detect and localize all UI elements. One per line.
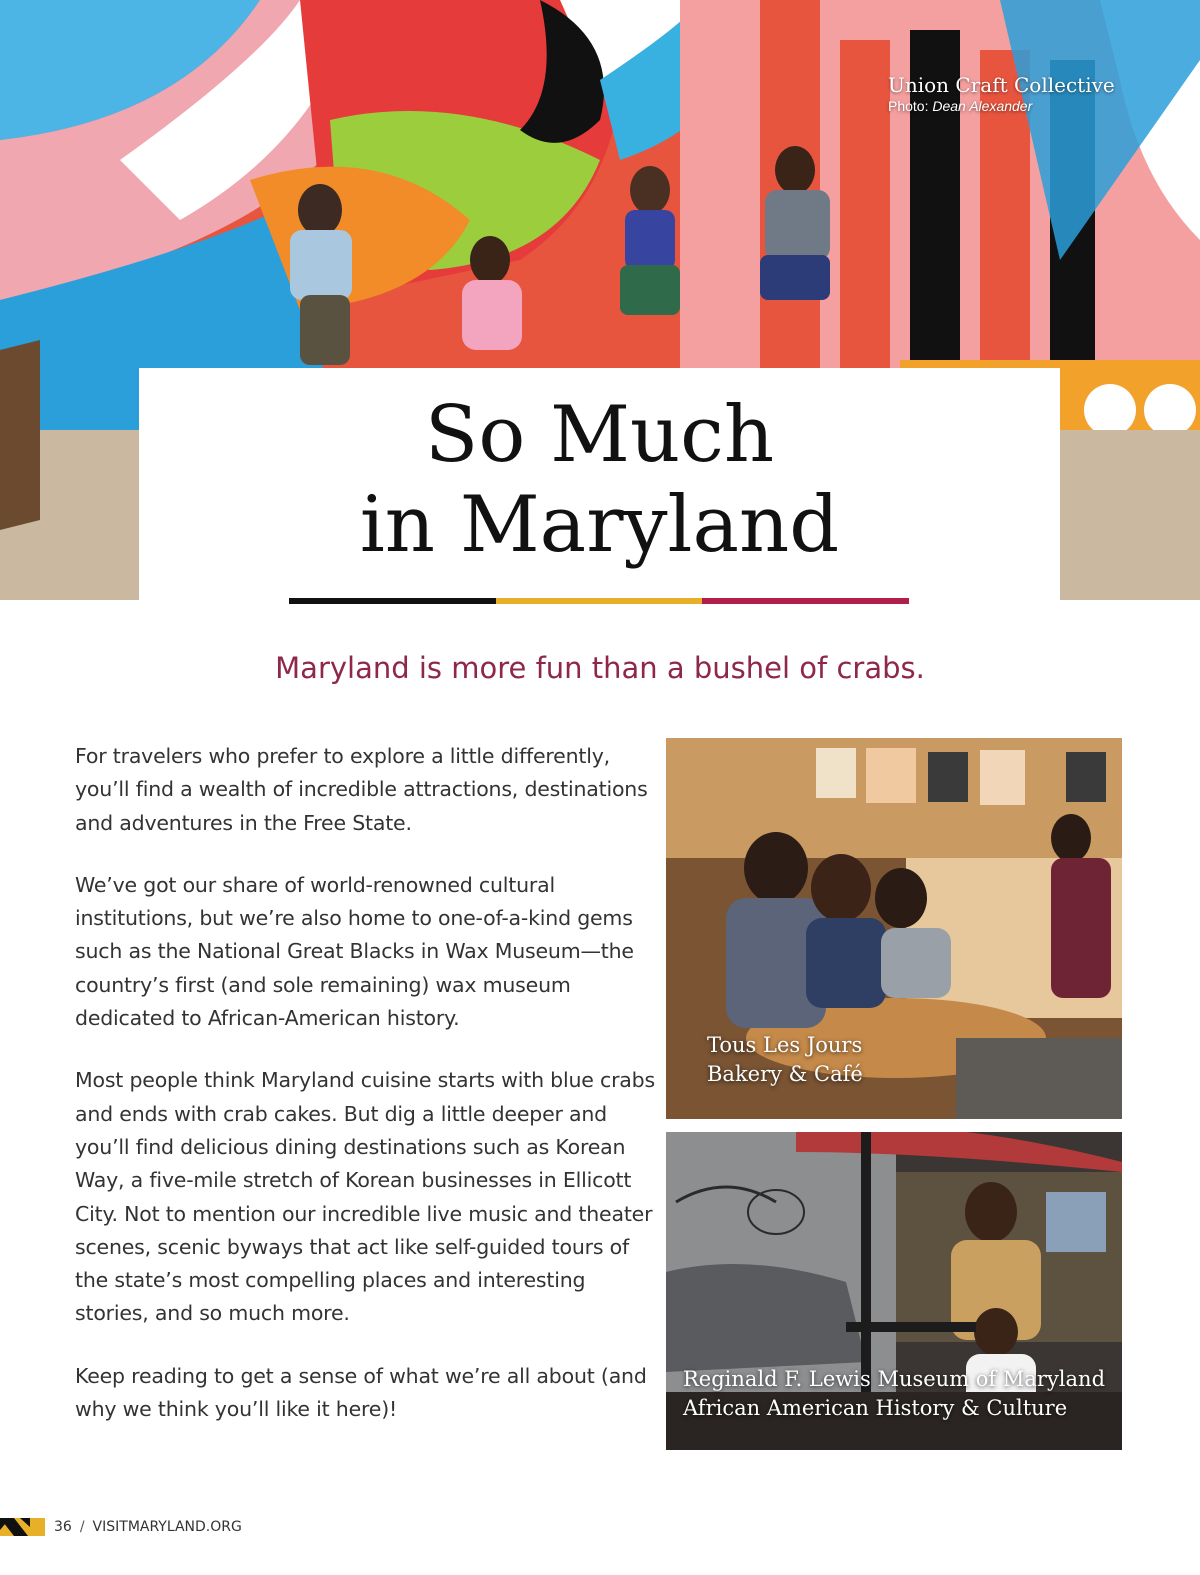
page-title-line-2: in Maryland [359,480,840,570]
maryland-flag-icon [0,1518,45,1536]
body-paragraph-3: Most people think Maryland cuisine starts with blue crabs and ends with crab cakes. But dig a little deeper and you’ll find delicious dining destinations such as Korean Way, a five-mile stretch of Korean businesses in Ellicott City. Not to mention our incredible live music and theater scenes, scenic byways that act like self-guided tours of the state’s most compelling places and interesting stories, and so much more. [75,1068,655,1326]
bakery-caption-line-1: Tous Les Jours [707,1033,863,1057]
bakery-caption [707,1031,863,1089]
body-text [75,740,655,1455]
hero-photo-place: Union Craft Collective [888,73,1115,97]
page-number: 36 [54,1519,72,1535]
museum-caption-line-2: African American History & Culture [683,1396,1068,1420]
page-footer [0,1516,400,1538]
hero-photo-photographer: Dean Alexander [932,98,1033,114]
museum-photo [666,1132,1122,1450]
body-paragraph-1: For travelers who prefer to explore a little differently, you’ll find a wealth of incredible attractions, destinations and adventures in the Free State. [75,744,648,835]
bakery-photo [666,738,1122,1119]
page-title-line-1: So Much [424,390,775,480]
tricolor-rule [289,598,909,604]
hero-photo-prefix: Photo: [888,98,933,114]
footer-text [54,1518,242,1536]
museum-caption [683,1365,1105,1423]
hero-photo-credit [888,72,1115,114]
footer-separator: / [79,1519,85,1535]
body-paragraph-2: We’ve got our share of world-renowned cultural institutions, but we’re also home to one-of-a-kind gems such as the National Great Blacks in Wax Museum—the country’s first (and sole remaining) wax museum dedicated to African-American history. [75,872,634,1031]
museum-caption-line-1: Reginald F. Lewis Museum of Maryland [683,1367,1106,1391]
rule-gold-segment [496,598,703,604]
subheading: Maryland is more fun than a bushel of crabs. [275,651,925,685]
hero-photo-byline [888,98,1115,114]
rule-black-segment [289,598,496,604]
site-url[interactable]: VISITMARYLAND.ORG [92,1519,242,1535]
body-paragraph-4: Keep reading to get a sense of what we’re all about (and why we think you’ll like it here)! [75,1363,647,1422]
bakery-caption-line-2: Bakery & Café [707,1062,863,1086]
title-card [139,368,1060,600]
rule-crimson-segment [702,598,909,604]
